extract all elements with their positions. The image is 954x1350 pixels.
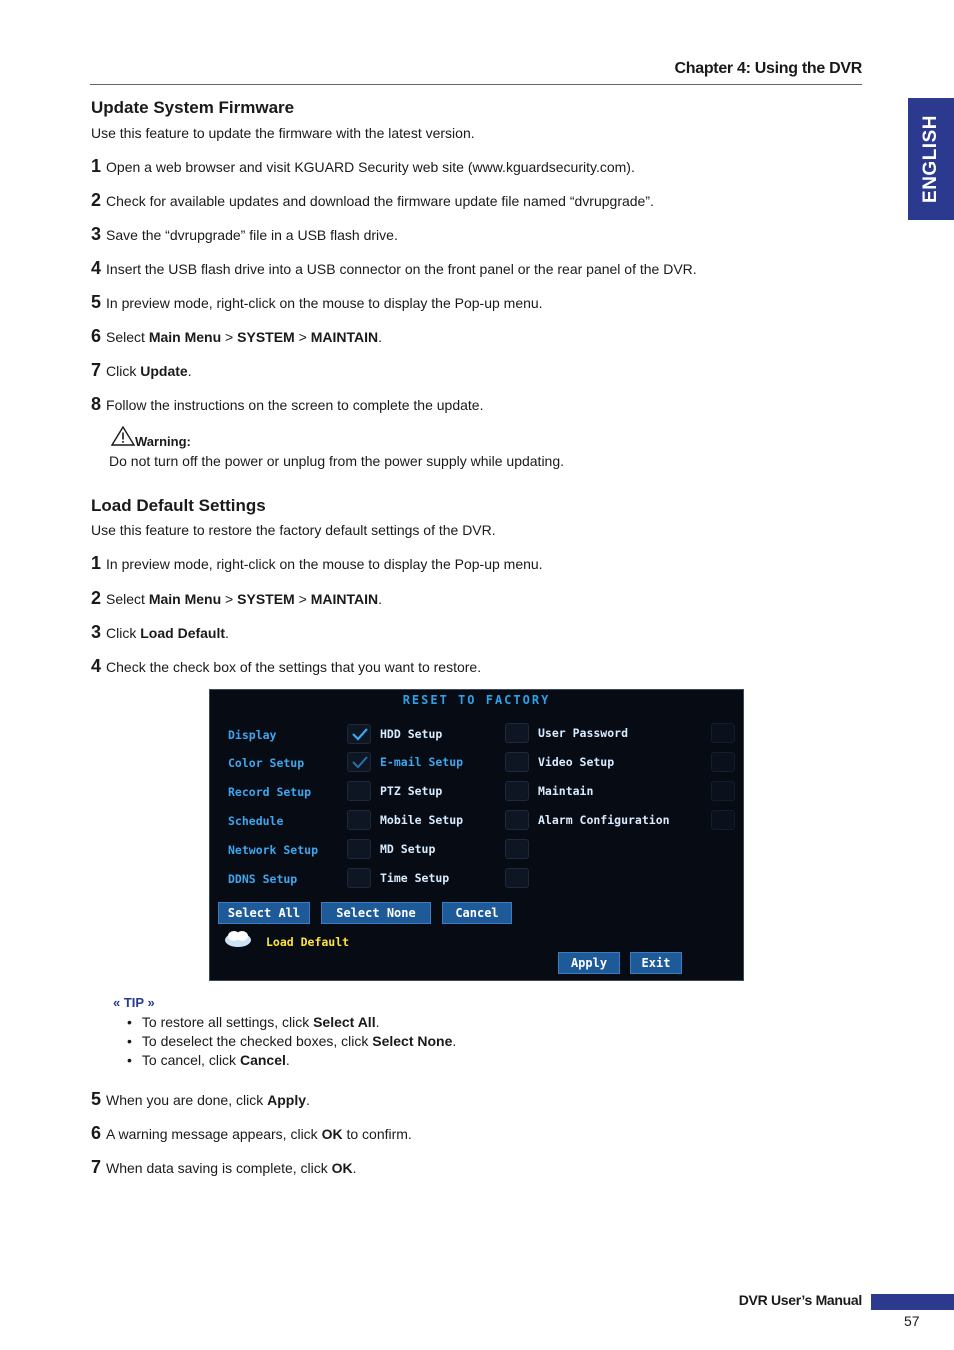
option-record-setup: Record Setup	[228, 785, 312, 799]
checkbox-md-setup[interactable]	[505, 839, 529, 859]
menu-path-maintain: MAINTAIN	[310, 329, 379, 345]
load-default-step	[91, 553, 543, 574]
menu-path-maintain: MAINTAIN	[310, 591, 379, 607]
firmware-step	[91, 292, 543, 313]
option-hdd-setup: HDD Setup	[380, 727, 443, 741]
check-icon	[351, 727, 369, 741]
step-text: .	[378, 329, 382, 345]
screen-title: RESET TO FACTORY	[402, 693, 551, 707]
step-text: When data saving is complete, click	[106, 1160, 332, 1176]
load-default-step	[91, 622, 229, 643]
option-maintain: Maintain	[538, 784, 594, 798]
tip-term: Cancel	[239, 1052, 286, 1068]
step-text: Check for available updates and download the firmware update file named “dvrupgrade”.	[106, 193, 654, 209]
page-number: 57	[904, 1313, 920, 1329]
tip-text: To restore all settings, click	[141, 1014, 314, 1030]
option-alarm-configuration: Alarm Configuration	[538, 813, 670, 827]
warning-text: Do not turn off the power or unplug from the power supply while updating.	[109, 453, 565, 469]
checkbox-email-setup[interactable]	[505, 752, 529, 772]
path-separator: >	[294, 329, 311, 345]
checkbox-schedule[interactable]	[347, 810, 371, 830]
path-separator: >	[221, 329, 238, 345]
checkbox-video-setup[interactable]	[711, 752, 735, 772]
step-text: .	[378, 591, 382, 607]
load-default-term: Load Default	[140, 625, 226, 641]
checkbox-time-setup[interactable]	[505, 868, 529, 888]
checkbox-record-setup[interactable]	[347, 781, 371, 801]
step-text: Check the check box of the settings that you want to restore.	[106, 659, 482, 675]
ok-term: OK	[331, 1160, 353, 1176]
step-text: Click	[106, 625, 141, 641]
step-number: 1	[91, 156, 102, 176]
load-default-label[interactable]: Load Default	[266, 935, 350, 949]
option-email-setup: E-mail Setup	[380, 755, 464, 769]
step-number: 7	[91, 1157, 102, 1177]
step-text: to confirm.	[342, 1126, 412, 1142]
ok-term: OK	[321, 1126, 343, 1142]
tip-text: .	[452, 1033, 457, 1049]
option-md-setup: MD Setup	[380, 842, 436, 856]
option-ddns-setup: DDNS Setup	[228, 872, 298, 886]
step-text: Insert the USB flash drive into a USB connector on the front panel or the rear panel of the DVR.	[106, 261, 697, 277]
step-text: .	[187, 363, 192, 379]
step-text: .	[306, 1092, 310, 1108]
checkbox-ddns-setup[interactable]	[347, 868, 371, 888]
footer-manual-title: DVR User’s Manual	[738, 1292, 862, 1308]
language-tab	[908, 98, 954, 220]
option-user-password: User Password	[538, 726, 629, 740]
path-separator: >	[221, 591, 238, 607]
step-text: Open a web browser and visit KGUARD Security web site (www.kguardsecurity.com).	[106, 159, 635, 175]
option-video-setup: Video Setup	[538, 755, 615, 769]
step-text: Click	[106, 363, 141, 379]
option-display: Display	[228, 728, 277, 742]
firmware-section-title: Update System Firmware	[91, 98, 295, 117]
tip-list	[127, 1014, 456, 1071]
option-color-setup: Color Setup	[228, 756, 305, 770]
select-all-button[interactable]: Select All	[218, 902, 310, 924]
firmware-step	[91, 394, 483, 415]
tip-item	[127, 1033, 456, 1052]
checkbox-ptz-setup[interactable]	[505, 781, 529, 801]
exit-button[interactable]: Exit	[630, 952, 682, 974]
footer-accent-bar	[871, 1294, 954, 1310]
firmware-step	[91, 190, 654, 211]
menu-path-system: SYSTEM	[237, 591, 295, 607]
checkbox-hdd-setup[interactable]	[505, 723, 529, 743]
tip-text: .	[375, 1014, 380, 1030]
step-text: Select	[106, 591, 149, 607]
step-number: 8	[91, 394, 102, 414]
checkbox-display[interactable]	[347, 724, 371, 744]
step-text: .	[225, 625, 229, 641]
step-number: 2	[91, 190, 102, 210]
tip-text: .	[285, 1052, 290, 1068]
tip-term: Select None	[372, 1033, 453, 1049]
step-number: 3	[91, 224, 102, 244]
step-text: In preview mode, right-click on the mouse to display the Pop-up menu.	[106, 295, 543, 311]
checkbox-alarm-configuration[interactable]	[711, 810, 735, 830]
chapter-header: Chapter 4: Using the DVR	[90, 60, 862, 85]
load-default-step	[91, 1157, 357, 1178]
firmware-step	[91, 258, 697, 279]
step-number: 4	[91, 258, 102, 278]
step-number: 2	[91, 588, 102, 608]
cloud-icon	[223, 929, 253, 949]
firmware-step	[91, 156, 635, 177]
step-text: .	[352, 1160, 357, 1176]
firmware-step	[91, 326, 382, 347]
checkbox-mobile-setup[interactable]	[505, 810, 529, 830]
option-ptz-setup: PTZ Setup	[380, 784, 443, 798]
step-number: 5	[91, 292, 102, 312]
step-number: 6	[91, 1123, 102, 1143]
step-text: In preview mode, right-click on the mouse to display the Pop-up menu.	[106, 556, 543, 572]
tip-item	[127, 1014, 456, 1033]
tip-item	[127, 1052, 456, 1071]
checkbox-color-setup[interactable]	[347, 752, 371, 772]
step-text: Save the “dvrupgrade” file in a USB flash drive.	[106, 227, 398, 243]
step-text: When you are done, click	[106, 1092, 268, 1108]
option-network-setup: Network Setup	[228, 843, 319, 857]
checkbox-network-setup[interactable]	[347, 839, 371, 859]
step-number: 7	[91, 360, 102, 380]
language-tab-label: ENGLISH	[920, 115, 942, 203]
tip-text: To deselect the checked boxes, click	[141, 1033, 373, 1049]
warning-icon	[111, 426, 135, 446]
cancel-button[interactable]: Cancel	[442, 902, 512, 924]
warning-title: Warning:	[135, 434, 191, 449]
menu-path-system: SYSTEM	[237, 329, 295, 345]
step-number: 1	[91, 553, 102, 573]
menu-path-main: Main Menu	[148, 591, 222, 607]
load-default-step	[91, 656, 481, 677]
firmware-step	[91, 224, 398, 245]
option-time-setup: Time Setup	[380, 871, 450, 885]
menu-path-main: Main Menu	[148, 329, 222, 345]
load-default-step	[91, 1123, 412, 1144]
step-number: 4	[91, 656, 102, 676]
path-separator: >	[294, 591, 311, 607]
checkbox-maintain[interactable]	[711, 781, 735, 801]
apply-term: Apply	[267, 1092, 306, 1108]
step-number: 5	[91, 1089, 102, 1109]
load-default-section-title: Load Default Settings	[91, 496, 266, 515]
update-term: Update	[140, 363, 188, 379]
select-none-button[interactable]: Select None	[321, 902, 431, 924]
firmware-intro: Use this feature to update the firmware with the latest version.	[91, 125, 475, 141]
option-mobile-setup: Mobile Setup	[380, 813, 464, 827]
reset-to-factory-screen	[209, 689, 744, 981]
check-icon	[351, 755, 369, 769]
step-text: A warning message appears, click	[106, 1126, 322, 1142]
step-number: 3	[91, 622, 102, 642]
checkbox-user-password[interactable]	[711, 723, 735, 743]
load-default-step	[91, 588, 382, 609]
load-default-step	[91, 1089, 310, 1110]
step-text: Select	[106, 329, 149, 345]
tip-heading: « TIP »	[113, 995, 155, 1010]
tip-text: To cancel, click	[141, 1052, 240, 1068]
firmware-step	[91, 360, 192, 381]
step-number: 6	[91, 326, 102, 346]
load-default-intro: Use this feature to restore the factory default settings of the DVR.	[91, 522, 496, 538]
step-text: Follow the instructions on the screen to complete the update.	[106, 397, 484, 413]
option-schedule: Schedule	[228, 814, 284, 828]
apply-button[interactable]: Apply	[558, 952, 620, 974]
tip-term: Select All	[313, 1014, 376, 1030]
